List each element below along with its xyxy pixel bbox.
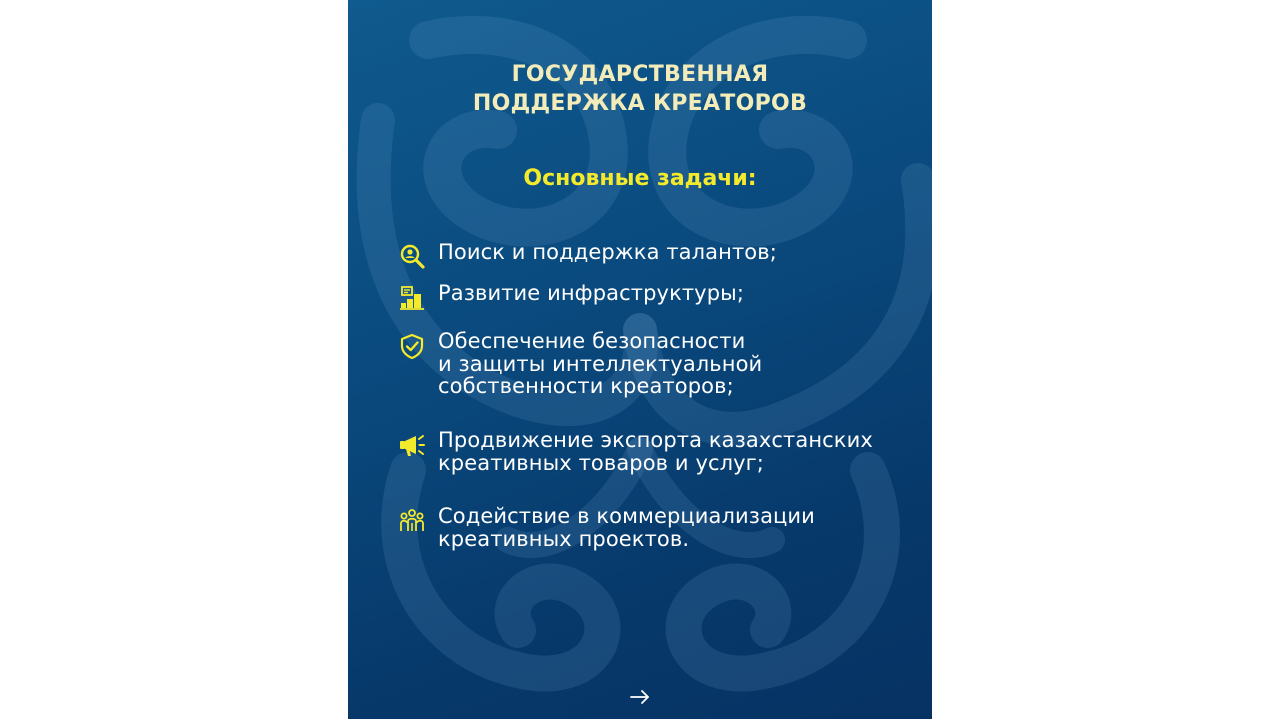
title-line: ПОДДЕРЖКА КРЕАТОРОВ — [472, 91, 808, 116]
task-text-line: Продвижение экспорта казахстанских — [438, 428, 873, 452]
slide-card — [348, 0, 932, 719]
talent-search-icon — [398, 243, 426, 271]
task-text-line: Содействие в коммерциализации — [438, 504, 815, 528]
task-text-line: Развитие инфраструктуры; — [438, 281, 744, 305]
title-line: ГОСУДАРСТВЕННАЯ — [511, 62, 769, 87]
task-text-line: креативных проектов. — [438, 526, 690, 551]
shield-check-icon — [398, 332, 426, 360]
slide-title — [348, 60, 932, 118]
people-group-icon — [398, 507, 426, 535]
arrow-right-icon[interactable] — [628, 686, 652, 708]
task-text-line: собственности креаторов; — [438, 374, 734, 398]
task-text-line: креативных товаров и услуг; — [438, 450, 764, 475]
task-text-line: Поиск и поддержка талантов; — [438, 240, 777, 264]
task-text-line: и защиты интеллектуальной — [438, 351, 763, 376]
tasks-heading: Основные задачи: — [523, 166, 757, 191]
task-text-line: Обеспечение безопасности — [438, 329, 746, 353]
infrastructure-icon — [398, 284, 426, 312]
megaphone-icon — [398, 431, 426, 459]
